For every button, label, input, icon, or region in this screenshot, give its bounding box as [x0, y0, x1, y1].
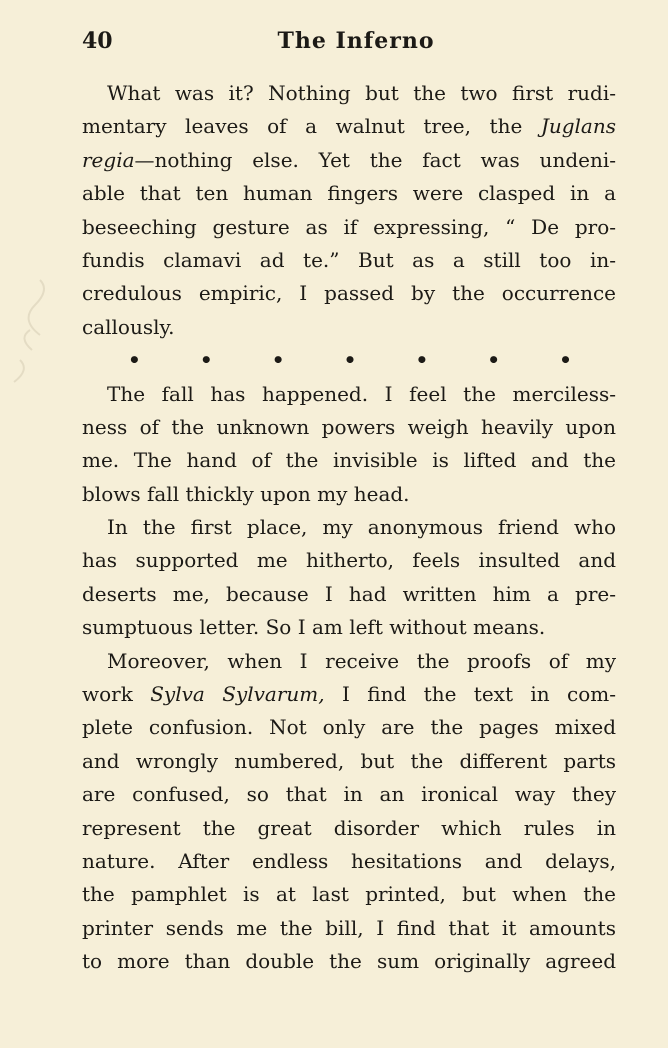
text-segment: The fall has happened. I feel the merciless- [107, 381, 616, 406]
show-through-ink [0, 270, 60, 400]
ornament-dot: • [415, 348, 429, 373]
text-line [82, 678, 616, 711]
italic-text: Sylva Sylvarum, [150, 682, 325, 707]
text-segment: the pamphlet is at last printed, but when the [82, 882, 616, 907]
text-segment: and wrongly numbered, but the different parts [82, 748, 616, 773]
text-segment: to more than double the sum originally agreed [82, 949, 616, 974]
text-segment: blows fall thickly upon my head. [82, 481, 410, 506]
text-line [82, 244, 616, 277]
section-break-ornament [82, 344, 616, 377]
text-segment: beseeching gesture as if expressing, “ De pro- [82, 214, 616, 239]
ornament-dot: • [128, 348, 141, 373]
page-header [82, 26, 616, 60]
text-line [82, 945, 616, 978]
text-segment: nature. After endless hesitations and delays, [82, 848, 616, 873]
text-line [82, 745, 616, 778]
text-segment: What was it? Nothing but the two first rudi- [107, 81, 616, 105]
text-segment: able that ten human fingers were clasped in a [82, 181, 616, 206]
text-line [82, 912, 616, 945]
body-text [82, 77, 616, 979]
text-line [82, 311, 616, 344]
text-segment: —nothing else. Yet the fact was undeni- [134, 147, 616, 172]
page-number: 40 [82, 28, 113, 54]
ornament-dot: • [343, 348, 357, 373]
ornament-dot: • [199, 348, 213, 373]
text-segment: sumptuous letter. So I am left without means. [82, 615, 546, 640]
ornament-dot: • [271, 348, 285, 373]
ornament-dot: • [559, 348, 572, 373]
text-line [82, 144, 616, 177]
paragraph [82, 378, 616, 512]
text-segment: are confused, so that in an ironical way they [82, 782, 616, 807]
text-segment: fundis clamavi ad te.” But as a still too in- [82, 247, 616, 272]
text-line [82, 177, 616, 210]
text-segment: ness of the unknown powers weigh heavily upon [82, 414, 616, 439]
text-line [82, 544, 616, 577]
italic-text: Juglans [540, 114, 616, 139]
text-segment: In the first place, my anonymous friend who [107, 515, 616, 540]
text-line [82, 378, 616, 411]
text-line [82, 511, 616, 544]
text-segment: deserts me, because I had written him a pre- [82, 581, 616, 606]
text-line [82, 444, 616, 477]
text-segment: printer sends me the bill, I find that it amounts [82, 915, 616, 940]
paragraph [82, 645, 616, 979]
text-segment: me. The hand of the invisible is lifted and the [82, 448, 616, 473]
text-segment: represent the great disorder which rules in [82, 815, 616, 840]
text-line [82, 645, 616, 678]
text-segment: has supported me hitherto, feels insulted and [82, 548, 616, 573]
text-line [82, 277, 616, 310]
running-title: The Inferno [277, 28, 435, 54]
paragraph [82, 511, 616, 645]
text-line [82, 778, 616, 811]
text-line [82, 110, 616, 143]
text-segment: callously. [82, 314, 175, 339]
text-segment: mentary leaves of a walnut tree, the [82, 114, 541, 139]
text-line [82, 812, 616, 845]
text-segment: work [82, 682, 151, 707]
italic-text: regia [82, 147, 135, 172]
text-segment: plete confusion. Not only are the pages mixed [82, 715, 616, 740]
ornament-dot: • [487, 348, 501, 373]
text-segment: credulous empiric, I passed by the occurrence [82, 281, 616, 306]
text-line [82, 211, 616, 244]
text-line [82, 77, 616, 110]
text-line [82, 478, 616, 511]
text-line [82, 845, 616, 878]
text-line [82, 611, 616, 644]
text-segment: I find the text in com- [324, 682, 616, 707]
text-line [82, 578, 616, 611]
text-line [82, 411, 616, 444]
paragraph [82, 77, 616, 344]
text-line [82, 878, 616, 911]
text-line [82, 711, 616, 744]
text-segment: Moreover, when I receive the proofs of my [107, 648, 616, 673]
